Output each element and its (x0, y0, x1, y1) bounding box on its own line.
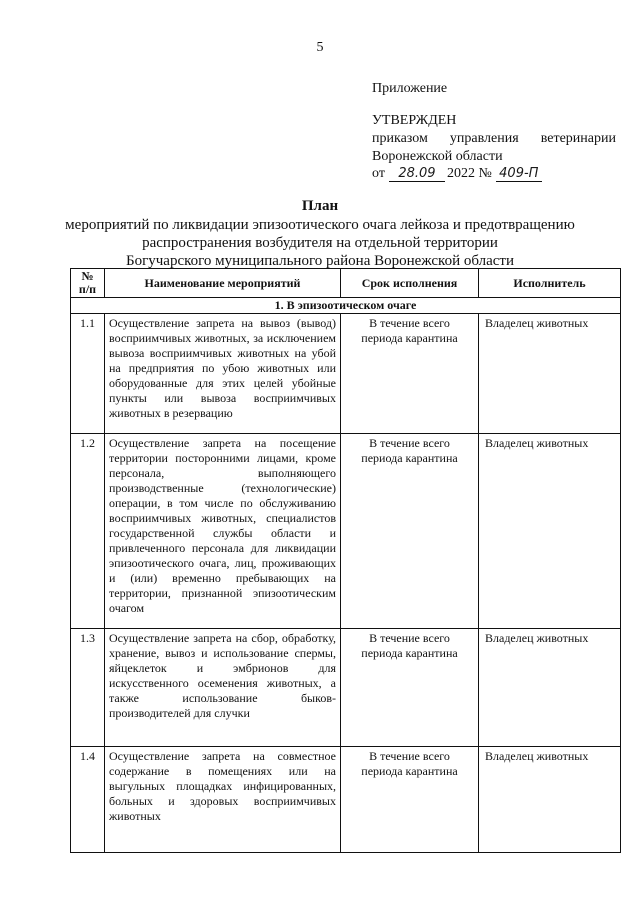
term-line: В течение всего (369, 631, 450, 645)
plan-subtitle-line: распространения возбудителя на отдельной территории (142, 235, 498, 251)
table-row (71, 629, 621, 747)
plan-subtitle-line: мероприятий по ликвидации эпизоотического очага лейкоза и предотвращению (65, 217, 575, 233)
row-measure: Осуществление запрета на совместное содержание в помещениях или на выгульных площадках инфицированных, больных и здоровых восприимчивых животных (105, 747, 341, 853)
header-term: Срок исполнения (341, 269, 479, 298)
term-line: В течение всего (369, 316, 450, 330)
order-word: приказом (372, 131, 428, 146)
row-executor: Владелец животных (479, 434, 621, 629)
year-text: 2022 № (446, 166, 492, 181)
term-line: периода карантина (361, 451, 458, 465)
row-number: 1.4 (71, 747, 105, 853)
row-executor: Владелец животных (479, 747, 621, 853)
section-row (71, 298, 621, 314)
row-term (341, 434, 479, 629)
row-term (341, 314, 479, 434)
date-line (372, 165, 542, 183)
header-num-sign: № (81, 269, 94, 283)
region-line: Воронежской области (372, 149, 503, 164)
row-number: 1.3 (71, 629, 105, 747)
handwritten-date: 28.09 (389, 167, 445, 182)
date-prefix: от (372, 166, 385, 181)
row-term (341, 629, 479, 747)
term-line: В течение всего (369, 749, 450, 763)
term-line: периода карантина (361, 646, 458, 660)
term-line: В течение всего (369, 436, 450, 450)
plan-table (70, 268, 621, 853)
row-measure: Осуществление запрета на вывоз (вывод) восприимчивых животных, за исключением вывоза восприимчивых животных на убой на предприятия по убою животных или оборудованные для этих целей убойные пункты или вывоза восприимчивых животных в резервацию (105, 314, 341, 434)
header-name: Наименование мероприятий (105, 269, 341, 298)
table-row (71, 314, 621, 434)
order-line (372, 130, 616, 148)
row-measure: Осуществление запрета на посещение территории посторонними лицами, кроме персонала, выполняющего производственные (технологические) операции, в том числе по обслуживанию восприимчивых животных, специалистов государственной службы области и привлеченного персонала для ликвидации эпизоотического очага, лиц, проживающих и (или) временно пребывающих на территории, признанной эпизоотическим очагом (105, 434, 341, 629)
term-line: периода карантина (361, 331, 458, 345)
row-term (341, 747, 479, 853)
plan-subtitle-line: Богучарского муниципального района Воронежской области (126, 253, 514, 269)
table-header-row (71, 269, 621, 298)
header-num-abbr: п/п (78, 282, 97, 296)
header-num (71, 269, 105, 298)
table-row (71, 747, 621, 853)
row-measure: Осуществление запрета на сбор, обработку, хранение, вывоз и использование спермы, яйцеклеток и эмбрионов для искусственного осеменения животных, а также использование быков-производителей для случки (105, 629, 341, 747)
row-executor: Владелец животных (479, 629, 621, 747)
appendix-label: Приложение (372, 81, 448, 96)
plan-title: План (301, 198, 339, 214)
order-word: ветеринарии (540, 131, 616, 146)
section-title: 1. В эпизоотическом очаге (71, 298, 621, 314)
header-executor: Исполнитель (479, 269, 621, 298)
approved-label: УТВЕРЖДЕН (372, 113, 457, 128)
order-word: управления (449, 131, 519, 146)
row-number: 1.1 (71, 314, 105, 434)
table-row (71, 434, 621, 629)
row-executor: Владелец животных (479, 314, 621, 434)
term-line: периода карантина (361, 764, 458, 778)
page-number: 5 (316, 40, 324, 55)
row-number: 1.2 (71, 434, 105, 629)
handwritten-number: 409-П (496, 167, 542, 182)
